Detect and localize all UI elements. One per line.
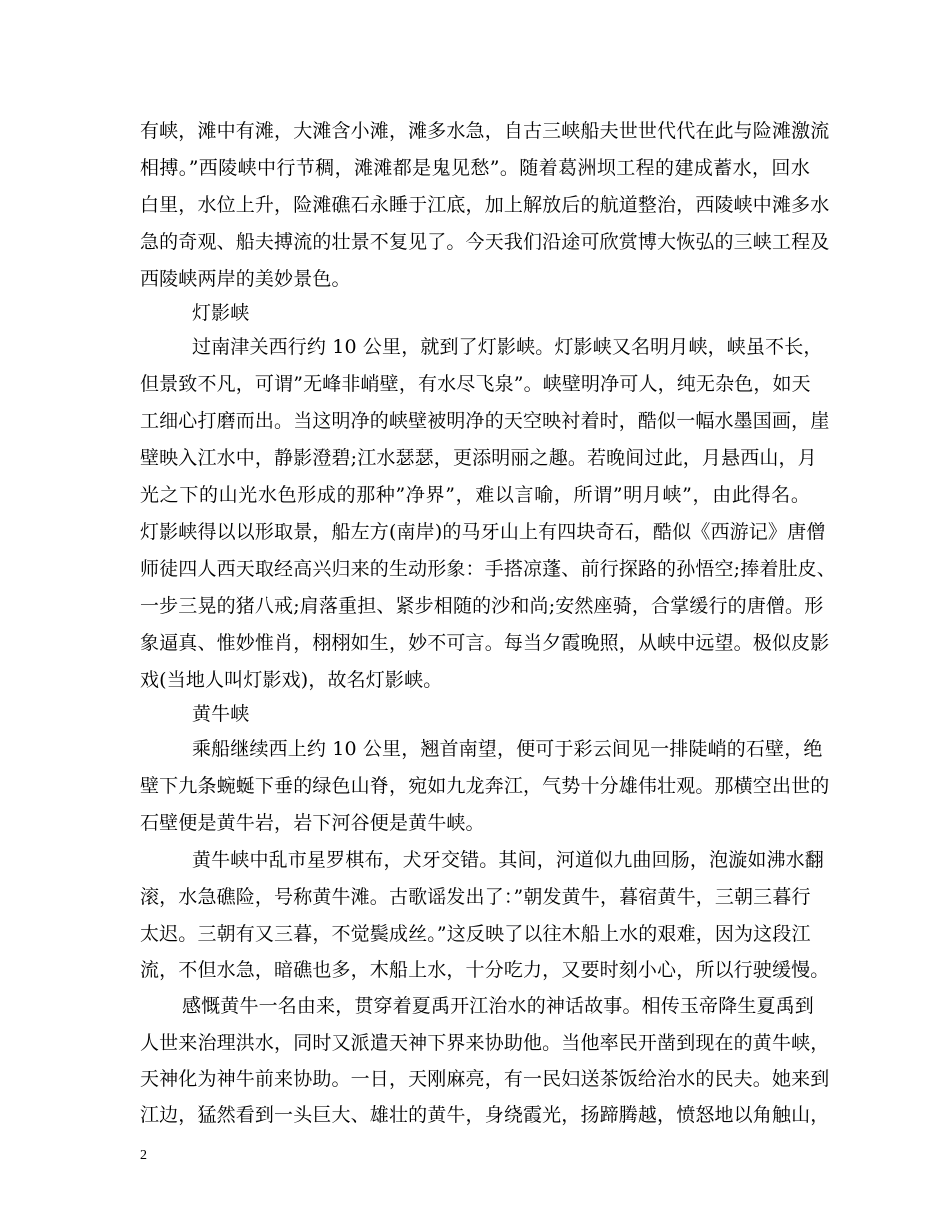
text-line: 壁下九条蜿蜒下垂的绿色山脊，宛如九龙奔江，气势十分雄伟壮观。那横空出世的 — [140, 775, 830, 797]
text-line: 一步三晃的猪八戒;肩落重担、紧步相随的沙和尚;安然座骑，合掌缓行的唐僧。形 — [140, 595, 824, 617]
text-line: 过南津关西行约 10 公里，就到了灯影峡。灯影峡又名明月峡，峡虽不长， — [192, 336, 823, 358]
text-line: 急的奇观、船夫搏流的壮景不复见了。今天我们沿途可欣赏博大恢弘的三峡工程及 — [140, 231, 830, 253]
text-line: 但景致不凡，可谓”无峰非峭壁，有水尽飞泉”。峡壁明净可人，纯无杂色，如天 — [140, 373, 811, 395]
text-line: 有峡，滩中有滩，大滩含小滩，滩多水急，自古三峡船夫世世代代在此与险滩激流 — [140, 120, 830, 142]
text-line: 太迟。三朝有又三暮，不觉鬓成丝。”这反映了以往木船上水的艰难，因为这段江 — [140, 923, 811, 945]
text-line: 人世来治理洪水，同时又派遣天神下界来协助他。当他率民开凿到现在的黄牛峡， — [140, 1032, 830, 1054]
text-line: 感慨黄牛一名由来，贯穿着夏禹开江治水的神话故事。相传玉帝降生夏禹到 — [182, 995, 814, 1017]
text-line: 师徒四人西天取经高兴归来的生动形象：手搭凉蓬、前行探路的孙悟空;捧着肚皮、 — [140, 558, 836, 580]
text-line: 白里，水位上升，险滩礁石永睡于江底，加上解放后的航道整治，西陵峡中滩多水 — [140, 194, 830, 216]
text-line: 流，不但水急，暗礁也多，木船上水，十分吃力，又要时刻小心，所以行驶缓慢。 — [140, 959, 830, 981]
section-heading: 灯影峡 — [192, 302, 250, 324]
page-number: 2 — [140, 1148, 147, 1163]
text-line: 黄牛峡中乱市星罗棋布，犬牙交错。其间，河道似九曲回肠，泡漩如沸水翻 — [192, 849, 824, 871]
text-line: 天神化为神牛前来协助。一日，天刚麻亮，有一民妇送茶饭给治水的民夫。她来到 — [140, 1068, 830, 1090]
text-line: 戏(当地人叫灯影戏)，故名灯影峡。 — [140, 669, 443, 691]
text-line: 工细心打磨而出。当这明净的峡壁被明净的天空映衬着时，酷似一幅水墨国画，崖 — [140, 410, 830, 432]
text-line: 光之下的山光水色形成的那种”净界”，难以言喻，所谓”明月峡”，由此得名。 — [140, 484, 810, 506]
text-line: 象逼真、惟妙惟肖，栩栩如生，妙不可言。每当夕霞晚照，从峡中远望。极似皮影 — [140, 632, 830, 654]
text-line: 灯影峡得以以形取景，船左方(南岸)的马牙山上有四块奇石，酷似《西游记》唐僧 — [140, 521, 826, 543]
text-line: 壁映入江水中，静影澄碧;江水瑟瑟，更添明丽之趣。若晚间过此，月悬西山，月 — [140, 447, 817, 469]
text-line: 西陵峡两岸的美妙景色。 — [140, 268, 351, 290]
text-line: 相搏。”西陵峡中行节稠，滩滩都是鬼见愁”。随着葛洲坝工程的建成蓄水，回水 — [140, 157, 810, 179]
text-line: 滚，水急礁险，号称黄牛滩。古歌谣发出了：”朝发黄牛，暮宿黄牛，三朝三暮行 — [140, 886, 811, 908]
section-heading: 黄牛峡 — [192, 703, 250, 725]
text-line: 江边，猛然看到一头巨大、雄壮的黄牛，身绕霞光，扬蹄腾越，愤怒地以角触山， — [140, 1104, 830, 1126]
text-line: 石壁便是黄牛岩，岩下河谷便是黄牛峡。 — [140, 812, 485, 834]
text-line: 乘船继续西上约 10 公里，翘首南望，便可于彩云间见一排陡峭的石壁，绝 — [192, 738, 823, 760]
